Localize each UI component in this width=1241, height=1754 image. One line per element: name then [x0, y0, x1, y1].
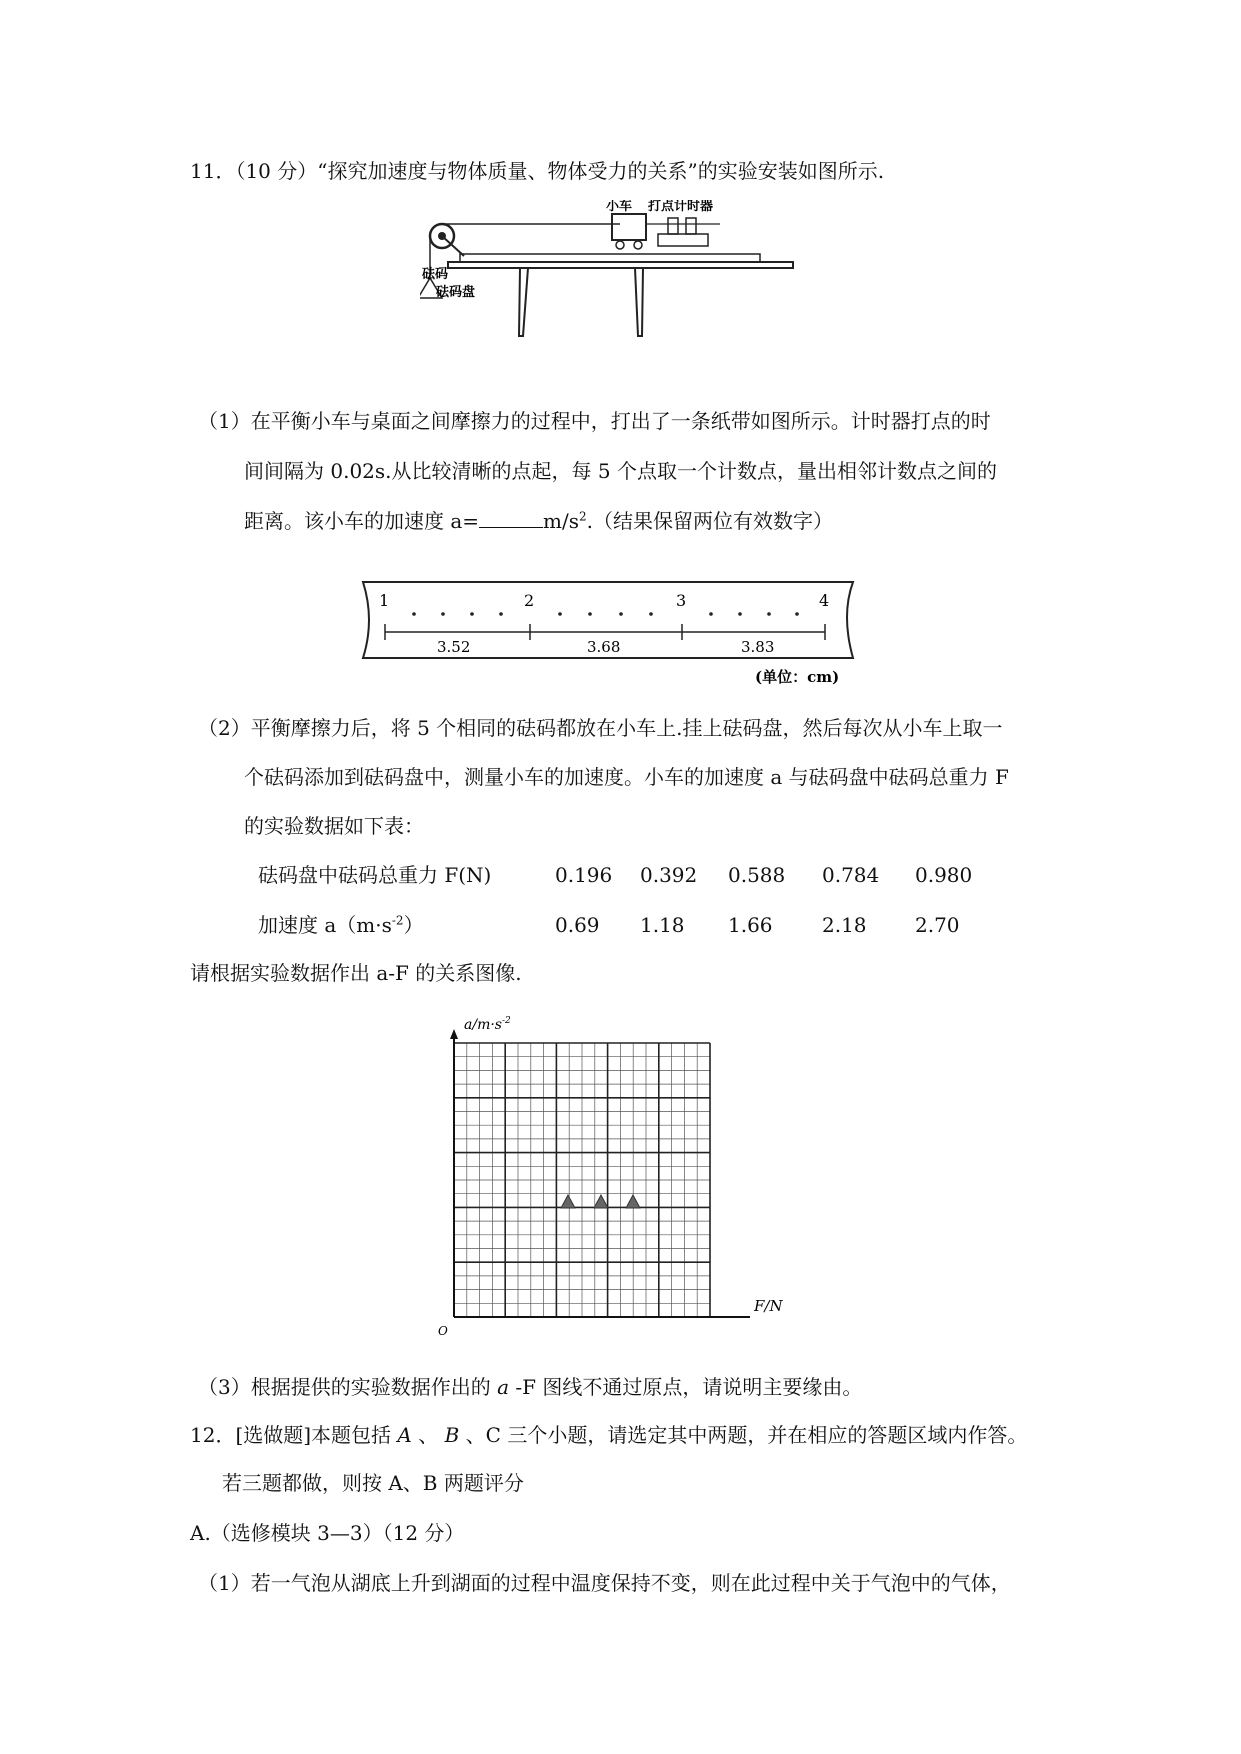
triangle-marker: [561, 1195, 575, 1208]
part1-unit-sup: 2: [579, 509, 587, 524]
table-row1-value: 0.196: [555, 863, 613, 887]
tape-distance-3: 3.83: [741, 638, 775, 656]
table-row1-value: 0.980: [915, 863, 973, 887]
row2-label-sup: -2: [391, 913, 404, 928]
q11-part2-instruction: 请根据实验数据作出 a-F 的关系图像.: [190, 961, 522, 985]
answer-blank[interactable]: [479, 509, 543, 528]
tape-point-4: 4: [819, 591, 830, 610]
row2-label-text: 加速度 a（m·s: [258, 913, 392, 937]
origin-label: O: [438, 1324, 448, 1338]
table-row1-value: 0.784: [822, 863, 880, 887]
table-row2-value: 0.69: [555, 913, 600, 937]
q12-option-b: B: [444, 1423, 460, 1447]
part3-prefix: （3）根据提供的实验数据作出的: [198, 1375, 498, 1399]
tape-point-2: 2: [524, 591, 535, 610]
q12-text-a: 12．[选做题]本题包括: [190, 1423, 398, 1447]
triangle-marker: [594, 1195, 608, 1208]
q12-section-a: A.（选修模块 3—3）（12 分）: [190, 1521, 465, 1545]
apparatus-figure: [420, 200, 820, 370]
grid-graph: [420, 1015, 800, 1345]
q12-line1: [190, 1422, 1027, 1448]
q11-title: 11．（10 分）“探究加速度与物体质量、物体受力的关系”的实验安装如图所示.: [190, 159, 885, 183]
cart-label: 小车: [606, 200, 633, 214]
q12-part-a1: （1）若一气泡从湖底上升到湖面的过程中温度保持不变，则在此过程中关于气泡中的气体，: [198, 1571, 1011, 1595]
q11-part2-line3: 的实验数据如下表：: [244, 814, 424, 838]
y-axis-label: $a/m\cdot s^{-2}$: [464, 1016, 511, 1033]
table-row1-value: 0.588: [728, 863, 786, 887]
table-row2-value: 1.18: [640, 913, 685, 937]
weights-label: 砝码: [422, 267, 449, 282]
q12-line2: 若三题都做，则按 A、B 两题评分: [222, 1471, 524, 1495]
triangle-marker: [626, 1195, 640, 1208]
q12-sep: 、: [411, 1423, 445, 1447]
x-axis-label: F/N: [754, 1297, 783, 1315]
table-row2-label: [258, 912, 424, 938]
table-row1-label: 砝码盘中砝码总重力 F(N): [258, 863, 492, 887]
part3-italic-a: a: [497, 1375, 510, 1399]
table-row2-value: 2.18: [822, 913, 867, 937]
paper-tape-figure: [355, 580, 875, 690]
tape-unit: (单位：cm): [755, 668, 840, 686]
tape-point-1: 1: [379, 591, 390, 610]
q11-part2-line1: （2）平衡摩擦力后，将 5 个相同的砝码都放在小车上.挂上砝码盘，然后每次从小车上取一: [198, 716, 1003, 740]
q11-part1-line1: （1）在平衡小车与桌面之间摩擦力的过程中，打出了一条纸带如图所示。计时器打点的时: [198, 409, 991, 433]
tape-point-3: 3: [676, 591, 687, 610]
tape-distance-1: 3.52: [437, 638, 471, 656]
pan-label: 砝码盘: [436, 285, 476, 300]
part1-text-c: .（结果保留两位有效数字）: [586, 509, 834, 533]
tape-distance-2: 3.68: [587, 638, 621, 656]
q11-part2-line2: 个砝码添加到砝码盘中，测量小车的加速度。小车的加速度 a 与砝码盘中砝码总重力 F: [244, 765, 1009, 789]
q12-text-b: 、C 三个小题，请选定其中两题，并在相应的答题区域内作答。: [459, 1423, 1028, 1447]
part3-suffix: -F 图线不通过原点，请说明主要缘由。: [509, 1375, 863, 1399]
q11-part1-line2: 间间隔为 0.02s.从比较清晰的点起，每 5 个点取一个计数点，量出相邻计数点之间的: [244, 459, 997, 483]
table-row2-value: 1.66: [728, 913, 773, 937]
part1-unit: m/s: [543, 509, 580, 533]
part1-text-a: 距离。该小车的加速度 a=: [244, 509, 480, 533]
timer-label: 打点计时器: [648, 200, 714, 214]
q12-option-a: A: [397, 1423, 412, 1447]
q11-part3: [198, 1374, 862, 1400]
q11-part1-line3: [244, 508, 833, 534]
row2-label-end: ）: [403, 913, 424, 937]
table-row1-value: 0.392: [640, 863, 698, 887]
table-row2-value: 2.70: [915, 913, 960, 937]
grid-lines: [454, 1043, 710, 1317]
